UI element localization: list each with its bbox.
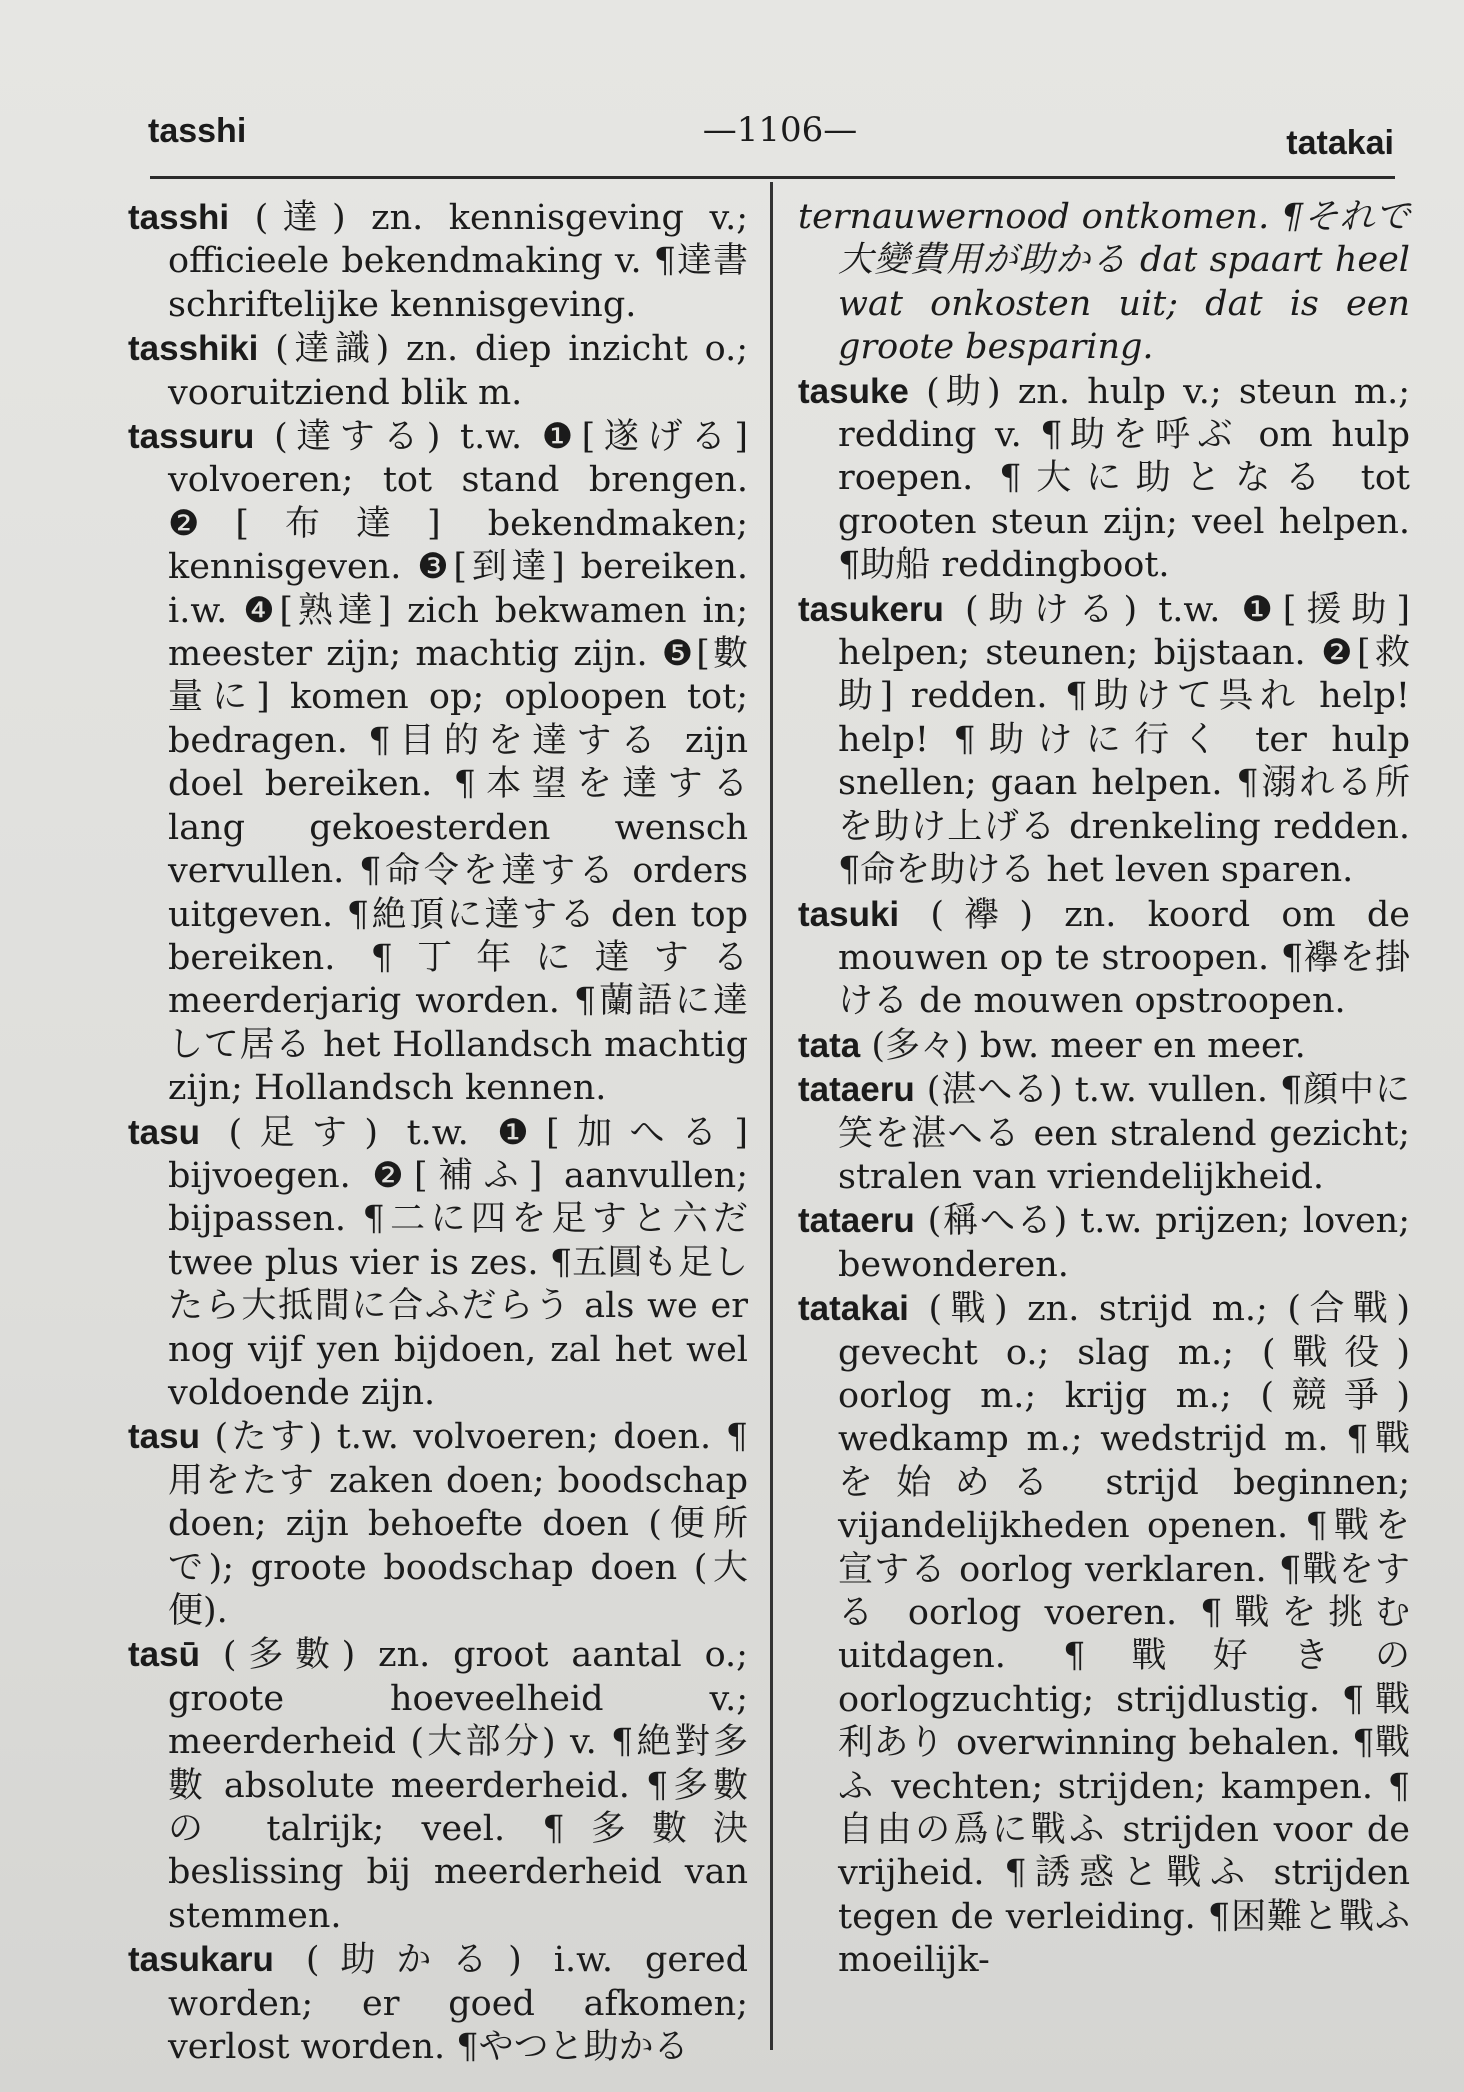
- header-guide-word-left: tasshi: [148, 112, 247, 150]
- headword: tataeru: [798, 1201, 915, 1241]
- entry-body: (達する) t.w. ❶[遂げる] volvoeren; tot stand brengen. ❷[布達] bekendmaken; kennisgeven. ❸[到達] bereiken. i.w. ❹[熟達] zich bekwamen in; meester zijn; machtig zijn. ❺[數量に] komen op; oploopen tot; bedragen. ¶目的を達する zijn doel bereiken. ¶本望を達する lang gekoesterden wensch vervullen. ¶命令を達する orders uitgeven. ¶絶頂に達する den top bereiken. ¶丁年に達する meerderjarig worden. ¶蘭語に達して居る het Hollandsch machtig zijn; Hollandsch kennen.: [168, 417, 748, 1109]
- entry-body: (助かる) i.w. gered worden; er goed afkomen; verlost worden. ¶やつと助かる: [168, 1940, 748, 2068]
- page-number: —1106—: [702, 110, 858, 150]
- column-divider: [770, 182, 773, 2050]
- dictionary-entry: [128, 415, 748, 1111]
- entry-body: (足す) t.w. ❶[加へる] bijvoegen. ❷[補ふ] aanvullen; bijpassen. ¶二に四を足すと六だ twee plus vier is zes. ¶五圓も足したら大抵間に合ふだらう als we er nog vijf yen bijdoen, zal het wel voldoende zijn.: [168, 1112, 748, 1413]
- dictionary-entry: [798, 1068, 1410, 1199]
- headword: tasuki: [798, 894, 900, 934]
- entry-body: (たす) t.w. volvoeren; doen. ¶用をたす zaken doen; boodschap doen; zijn behoefte doen (便所で); groote boodschap doen (大便).: [168, 1417, 748, 1631]
- dictionary-entry: [798, 588, 1410, 893]
- dictionary-entry: [128, 327, 748, 415]
- headword: tata: [798, 1025, 861, 1065]
- headword: tassuru: [128, 417, 255, 457]
- entry-body: (稱へる) t.w. prijzen; loven; bewonderen.: [838, 1201, 1410, 1285]
- header-rule: [150, 176, 1395, 179]
- entry-body: (多數) zn. groot aantal o.; groote hoeveelheid v.; meerderheid (大部分) v. ¶絶對多數 absolute meerderheid. ¶多數の talrijk; veel. ¶多數決 beslissing bij meerderheid van stemmen.: [168, 1635, 748, 1936]
- dictionary-entry: [128, 1938, 748, 2069]
- entry-body: (助) zn. hulp v.; steun m.; redding v. ¶助を呼ぶ om hulp roepen. ¶大に助となる tot grooten steun zijn; veel helpen. ¶助船 reddingboot.: [838, 371, 1410, 586]
- entry-body: (湛へる) t.w. vullen. ¶顔中に笑を湛へる een stralend gezicht; stralen van vriendelijkheid.: [838, 1070, 1410, 1197]
- headword: tasu: [128, 1417, 200, 1457]
- headword: tasukaru: [128, 1940, 274, 1980]
- page-header: [0, 0, 1464, 180]
- headword: tatakai: [798, 1289, 909, 1329]
- entry-body: (襷) zn. koord om de mouwen op te stroopen. ¶襷を掛ける de mouwen opstroopen.: [838, 894, 1410, 1022]
- dictionary-entry: [128, 196, 748, 327]
- headword: tataeru: [798, 1070, 915, 1110]
- dictionary-entry-continued: [798, 196, 1410, 370]
- headword: tasu: [128, 1112, 200, 1152]
- dictionary-entry: [798, 1199, 1410, 1287]
- headword: tasū: [128, 1635, 200, 1675]
- dictionary-entry: [798, 1287, 1410, 1983]
- left-column: [128, 196, 748, 2069]
- headword: tasuke: [798, 371, 909, 411]
- headword: tasukeru: [798, 589, 944, 629]
- dictionary-entry: [128, 1415, 748, 1633]
- dictionary-entry: [798, 1024, 1410, 1068]
- dictionary-entry: [798, 370, 1410, 588]
- entry-body: (達) zn. kennisgeving v.; officieele bekendmaking v. ¶達書 schriftelijke kennisgeving.: [168, 198, 748, 325]
- entry-body: (戰) zn. strijd m.; (合戰) gevecht o.; slag m.; (戰役) oorlog m.; krijg m.; (競爭) wedkamp m.; wedstrijd m. ¶戰を始める strijd beginnen; vijandelijkheden openen. ¶戰を宣する oorlog verklaren. ¶戰をする oorlog voeren. ¶戰を挑む uitdagen. ¶戰好きの oorlogzuchtig; strijdlustig. ¶戰利あり overwinning behalen. ¶戰ふ vechten; strijden; kampen. ¶自由の爲に戰ふ strijden voor de vrijheid. ¶誘惑と戰ふ strijden tegen de verleiding. ¶困難と戰ふ moeilijk-: [838, 1289, 1410, 1981]
- right-column: [798, 196, 1410, 1983]
- headword: tasshi: [128, 198, 230, 237]
- entry-body: (多々) bw. meer en meer.: [871, 1025, 1306, 1066]
- entry-body: ternauwernood ontkomen. ¶それで大變費用が助かる dat spaart heel wat onkosten uit; dat is een groote besparing.: [798, 197, 1410, 368]
- headword: tasshiki: [128, 329, 259, 369]
- dictionary-entry: [128, 1111, 748, 1416]
- entry-body: (助ける) t.w. ❶[援助] helpen; steunen; bijstaan. ❷[救助] redden. ¶助けて呉れ help! help! ¶助けに行く ter hulp snellen; gaan helpen. ¶溺れる所を助け上げる drenkeling redden. ¶命を助ける het leven sparen.: [838, 589, 1410, 891]
- header-guide-word-right: tatakai: [1286, 124, 1394, 162]
- dictionary-entry: [798, 893, 1410, 1024]
- entry-body: (達識) zn. diep inzicht o.; vooruitziend blik m.: [168, 329, 748, 413]
- dictionary-entry: [128, 1633, 748, 1938]
